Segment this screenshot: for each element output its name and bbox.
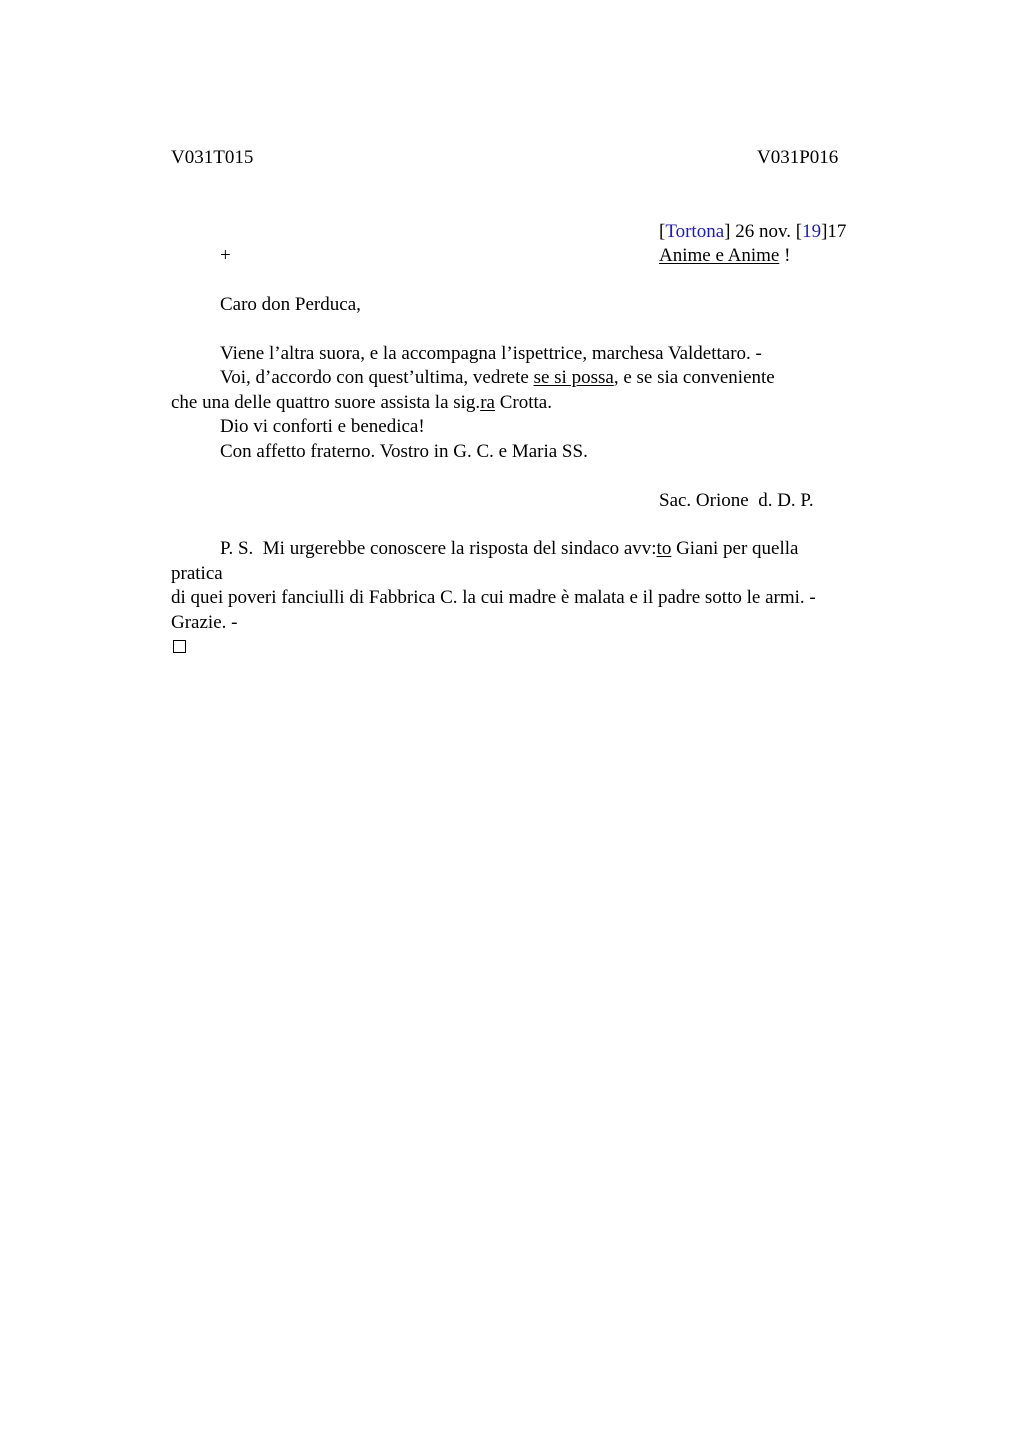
body-line-1: Viene l’altra suora, e la accompagna l’ispettrice, marchesa Valdettaro. - [220,343,762,364]
body-line-3-underlined: ra [480,392,495,413]
dateline-year-suffix: ]17 [821,221,847,242]
postscript-line-2: pratica [171,563,223,584]
signature: Sac. Orione d. D. P. [659,490,814,511]
postscript-line-1-text: P. S. Mi urgerebbe conoscere la risposta del sindaco avv: [220,538,657,559]
end-marker-box-icon [173,640,186,653]
document-code-right: V031P016 [757,147,839,168]
body-line-2-end: , e se sia conveniente [613,367,775,388]
body-line-2-text: Voi, d’accordo con quest’ultima, vedrete [220,367,534,388]
dateline [659,220,846,244]
body-line-2-underlined: se si possa [533,367,614,388]
postscript-line-4: Grazie. - [171,612,238,633]
postscript-line-1-end: Giani per quella [671,538,799,559]
dateline-bracket-open: [ [659,221,666,242]
salutation: Caro don Perduca, [220,294,361,315]
body-line-5: Con affetto fraterno. Vostro in G. C. e Maria SS. [220,441,588,462]
cross-mark: + [220,245,231,266]
postscript-line-1 [220,537,798,561]
body-line-3-text: che una delle quattro suore assista la sig. [171,392,481,413]
motto-underlined: Anime e Anime [659,245,780,266]
postscript-line-1-underlined: to [656,538,672,559]
dateline-year-prefix: 19 [802,221,822,242]
document-code-left: V031T015 [171,147,254,168]
body-line-4: Dio vi conforti e benedica! [220,416,425,437]
body-line-3 [171,391,552,415]
body-line-2 [220,366,775,390]
motto-rest: ! [779,245,791,266]
dateline-date: ] 26 nov. [ [724,221,803,242]
postscript-line-3: di quei poveri fanciulli di Fabbrica C. la cui madre è malata e il padre sotto le armi. - [171,587,816,608]
dateline-place: Tortona [665,221,725,242]
motto [659,244,790,268]
body-line-3-end: Crotta. [494,392,552,413]
